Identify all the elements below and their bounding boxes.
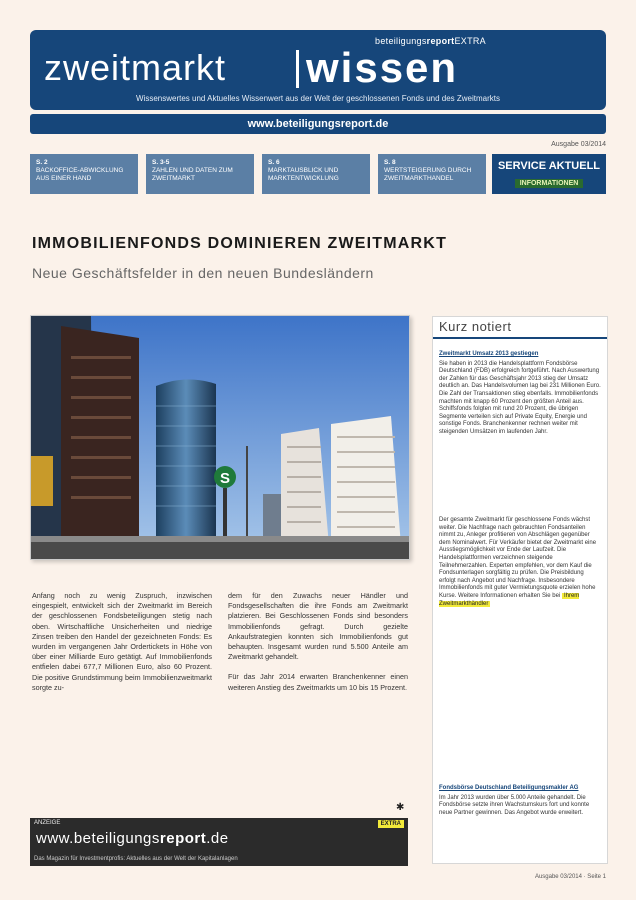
service-aktuell-button[interactable] <box>492 154 606 194</box>
star-icon: ✱ <box>396 802 405 813</box>
ad-url[interactable] <box>36 830 229 847</box>
ad-tag: EXTRA <box>378 820 404 828</box>
nav-box-1[interactable] <box>30 154 138 194</box>
sidebar-news-text: Im Jahr 2013 wurden über 5.000 Anteile gehandelt. Die Fondsbörse setzte ihren Wachstumskurs fort und konnte neue Partner gewinnen. Das Angebot wurde erweitert. <box>439 794 590 816</box>
nav-box-3[interactable] <box>262 154 370 194</box>
page-footer: Ausgabe 03/2014 · Seite 1 <box>534 874 606 880</box>
sidebar-news-3 <box>439 785 601 817</box>
ad-url-prefix: www.beteiligungs <box>36 830 160 847</box>
masthead-divider <box>296 50 299 88</box>
ad-url-suffix: .de <box>206 830 229 847</box>
ad-label: ANZEIGE <box>34 820 61 826</box>
service-label: SERVICE AKTUELL <box>497 160 601 172</box>
brand-prefix: beteiligungs <box>375 36 427 46</box>
website-link[interactable]: www.beteiligungsreport.de <box>30 114 606 134</box>
sidebar-news-1 <box>439 351 601 437</box>
ad-url-bold: report <box>159 830 207 847</box>
masthead-title-bold: wissen <box>306 44 459 91</box>
article-column-1 <box>32 591 212 703</box>
sidebar-highlight-link[interactable]: Ihrem Zweitmarkthändler <box>439 592 580 607</box>
article-paragraph: Für das Jahr 2014 erwarten Branchenkenner einen weiteren Anstieg des Zweitmarkts um 10 bis 15 Prozent. <box>228 672 408 692</box>
skyline-image <box>31 316 409 559</box>
article-paragraph: dem für den Zuwachs neuer Händler und Fondsgesellschaften die ihre Fonds am Zweitmarkt platzieren. Bei Geschlossenen Fonds sind besonders Immobilienfonds gefragt. Durch gezielte Ankaufstrategien konnten sich Immobilienfonds gut behaupten. Insgesamt wurden rund 5.500 Anteile am Zweitmarkt gehandelt. <box>228 591 408 662</box>
sidebar-news-2 <box>439 517 601 608</box>
masthead <box>30 30 606 110</box>
issue-label: Ausgabe 03/2014 <box>551 141 606 148</box>
sidebar-news-text: Der gesamte Zweitmarkt für geschlossene Fonds wächst weiter. Die Nachfrage nach gebrauchten Fondsanteilen nimmt zu, Anleger profitieren von Abschlägen gegenüber dem Nominalwert. Für Verkäufer bietet der Zweitmarkt eine Ausstiegsmöglichkeit vor Ende der Laufzeit. Die Handelsplattformen verzeichnen steigende Teilnehmerzahlen. Experten empfehlen, vor dem Kauf die Fondsunterlagen sorgfältig zu prüfen. Die Preisbildung erfolgt nach Angebot und Nachfrage. Insbesondere Immobilienfonds mit guter Vermietungsquote erzielen hohe Kurse. Weitere Informationen erhalten Sie bei <box>439 517 597 599</box>
sidebar-news-text: Sie haben in 2013 die Handelsplattform Fondsbörse Deutschland (FDB) erfolgreich fortgeführt. Nach Auswertung der Zahlen für das Geschäftsjahr 2013 stieg der Umsatz deutlich an. Das Handelsvolumen lag bei 231 Millionen Euro. Die Zahl der Transaktionen stieg ebenfalls. Immobilienfonds machten mit knapp 60 Prozent den größten Anteil aus. Schiffsfonds folgten mit rund 20 Prozent, die übrigen Segmente verteilen sich auf Private Equity, Energie und sonstige Fonds. Branchenkenner rechnen weiter mit steigenden Umsätzen im laufenden Jahr. <box>439 360 601 435</box>
article-paragraph: Anfang noch zu wenig Zuspruch, inzwischen eingespielt, entwickelt sich der Zweitmarkt im Bereich der geschlossenen Fondsbeteiligungen stetig nach oben. Wirtschaftliche Unsicherheiten und niedrige Zinsen treiben den Handel der gezeichneten Fonds: Es wurden im vergangenen Jahr Ordertickets in Höhe von über einer Milliarde Euro getätigt. Auf Immobilienfonds entfielen dabei 677,7 Millionen Euro, also 60 Prozent. Die positive Grundstimmung beim Immobilienzweitmarkt sorgte zu- <box>32 591 212 692</box>
nav-text: ZAHLEN UND DATEN ZUM ZWEITMARKT <box>152 167 233 182</box>
nav-page: S. 3-5 <box>152 159 170 166</box>
article-column-2 <box>228 591 408 703</box>
sidebar-news-title[interactable]: Fondsbörse Deutschland Beteiligungsmakler AG <box>439 785 579 791</box>
masthead-title-thin: zweitmarkt <box>44 47 227 88</box>
nav-text: MARKTAUSBLICK UND MARKTENTWICKLUNG <box>268 167 339 182</box>
svg-text:S: S <box>220 470 231 487</box>
nav-box-4[interactable] <box>378 154 486 194</box>
nav-page: S. 2 <box>36 159 48 166</box>
service-sub: INFORMATIONEN <box>515 179 584 188</box>
nav-page: S. 8 <box>384 159 396 166</box>
brand-bold: report <box>426 36 455 46</box>
sidebar-news-title[interactable]: Zweitmarkt Umsatz 2013 gestiegen <box>439 351 539 357</box>
sidebar-rule <box>433 337 607 339</box>
nav-text: WERTSTEIGERUNG DURCH ZWEITMARKTHANDEL <box>384 167 472 182</box>
brand-suffix: EXTRA <box>454 36 486 46</box>
ad-banner[interactable] <box>30 818 408 866</box>
nav-text: BACKOFFICE-ABWICKLUNG AUS EINER HAND <box>36 167 124 182</box>
ad-tagline: Das Magazin für Investmentprofis: Aktuelles aus der Welt der Kapitalanlagen <box>34 856 238 862</box>
article-headline: IMMOBILIENFONDS DOMINIEREN ZWEITMARKT <box>32 235 448 252</box>
masthead-subtitle: Wissenswertes und Aktuelles Wissenwert aus der Welt der geschlossenen Fonds und des Zweitmarkts <box>135 94 500 103</box>
sidebar-kurz-notiert <box>432 316 608 864</box>
nav-box-2[interactable] <box>146 154 254 194</box>
article-subheadline: Neue Geschäftsfelder in den neuen Bundesländern <box>32 265 374 281</box>
nav-page: S. 6 <box>268 159 280 166</box>
sidebar-heading: Kurz notiert <box>439 319 512 334</box>
city-skyline-photo <box>30 315 410 560</box>
